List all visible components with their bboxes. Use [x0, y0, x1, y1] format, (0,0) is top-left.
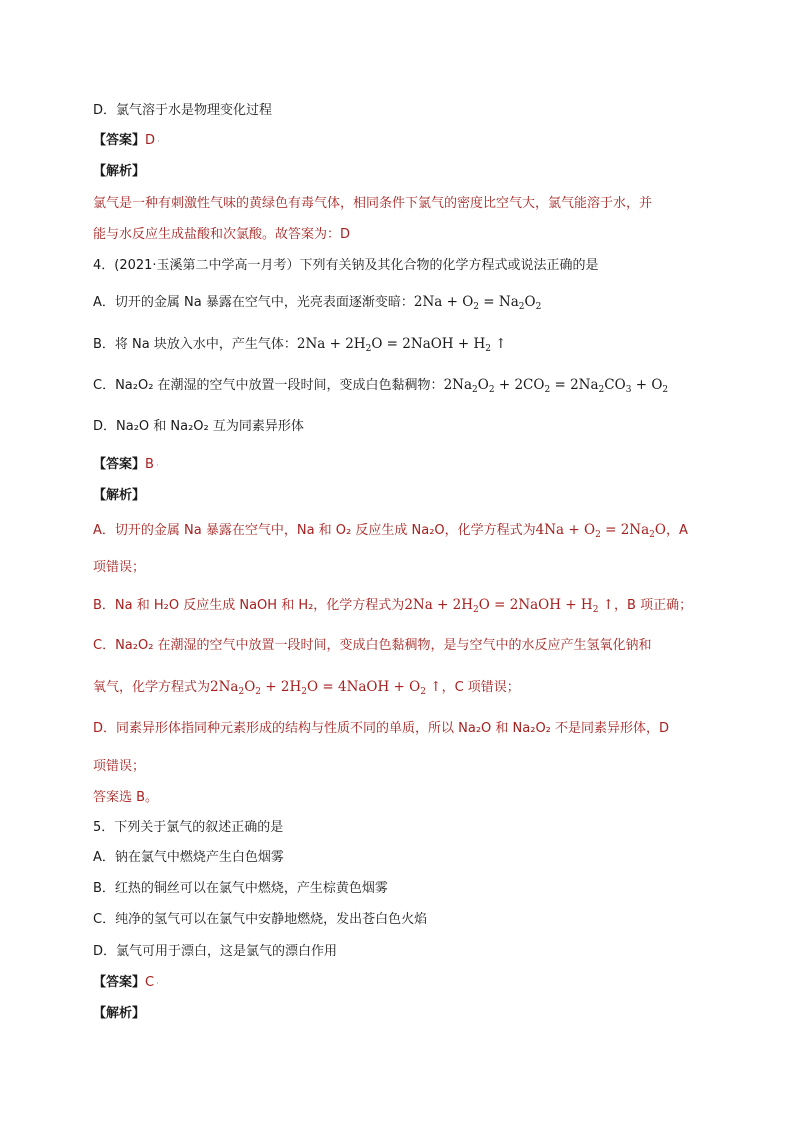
answer-value: C: [145, 975, 155, 990]
q4-option-d: D．Na₂O 和 Na₂O₂ 互为同素异形体: [93, 419, 304, 434]
explanation-tail: ，B 项正确；: [614, 598, 693, 613]
equation: $2Na + 2H_2O$ = 2NaOH + $H_2$ ↑: [296, 336, 507, 354]
q4-explanation-d-line-1: D．同素异形体指同种元素形成的结构与性质不同的单质，所以 Na₂O 和 Na₂O₂ 不是同素异形体，D: [93, 721, 670, 736]
explanation-text: B．Na 和 H₂O 反应生成 NaOH 和 H₂，化学方程式为: [93, 598, 405, 613]
q4-explanation-b: [93, 595, 692, 616]
q4-analysis-label: 【解析】: [93, 488, 146, 503]
q4-explanation-d-line-2: 项错误；: [93, 759, 146, 774]
q4-option-c: [93, 375, 668, 396]
q3-answer: 【答案】D ·: [93, 133, 160, 148]
equation: $4Na + O_2 = 2Na_2O$: [535, 522, 666, 540]
q5-option-d: D．氯气可用于漂白，这是氯气的漂白作用: [93, 944, 338, 959]
equation: $2Na + O_2 = Na_2O_2$: [413, 294, 542, 312]
answer-value: D: [145, 133, 156, 148]
q4-explanation-c-line-1: C．Na₂O₂ 在潮湿的空气中放置一段时间，变成白色黏稠物，是与空气中的水反应产生氢氧化钠和: [93, 638, 652, 653]
q4-option-b-text: B．将 Na 块放入水中，产生气体：: [93, 337, 297, 352]
q4-conclusion: 答案选 B。: [93, 790, 159, 805]
answer-label: 【答案】: [93, 133, 146, 148]
q5-analysis-label: 【解析】: [93, 1006, 146, 1021]
equation: $2Na_2O_2 + 2CO_2 = 2Na_2CO_3 + O_2$: [443, 377, 669, 395]
q5-option-b: B．红热的铜丝可以在氯气中燃烧，产生棕黄色烟雾: [93, 881, 388, 896]
equation: $2Na_2O_2 + 2H_2O$ = 4NaOH + $O_2$ ↑: [210, 679, 442, 697]
equation: $2Na + 2H_2O$ = 2NaOH + $H_2$ ↑: [404, 597, 615, 615]
q3-analysis-line-2: 能与水反应生成盐酸和次氯酸。故答案为：D: [93, 227, 351, 242]
q4-explanation-a: [93, 520, 688, 541]
q4-option-a-text: A．切开的金属 Na 暴露在空气中，光亮表面逐渐变暗：: [93, 295, 414, 310]
q4-stem: 4．(2021·玉溪第二中学高一月考）下列有关钠及其化合物的化学方程式或说法正确的是: [93, 258, 599, 273]
q4-explanation-c-line-2: [93, 677, 520, 698]
q3-analysis-line-1: 氯气是一种有刺激性气味的黄绿色有毒气体，相同条件下氯气的密度比空气大，氯气能溶于水，并: [93, 196, 653, 211]
explanation-tail: ，C 项错误；: [441, 680, 520, 695]
q5-stem: 5．下列关于氯气的叙述正确的是: [93, 820, 284, 835]
q3-option-d: D．氯气溶于水是物理变化过程: [93, 103, 273, 118]
q5-answer: 【答案】C ·: [93, 975, 159, 990]
q3-analysis-label: 【解析】: [93, 164, 146, 179]
q4-explanation-a-line-2: 项错误；: [93, 560, 146, 575]
q4-answer: 【答案】B ·: [93, 457, 159, 472]
answer-label: 【答案】: [93, 457, 146, 472]
explanation-tail: ，A: [665, 523, 688, 538]
answer-label: 【答案】: [93, 975, 146, 990]
explanation-text: A．切开的金属 Na 暴露在空气中，Na 和 O₂ 反应生成 Na₂O，化学方程式为: [93, 523, 536, 538]
q4-option-b: [93, 334, 507, 355]
q4-option-a: [93, 292, 541, 313]
q5-option-c: C．纯净的氢气可以在氯气中安静地燃烧，发出苍白色火焰: [93, 912, 428, 927]
q5-option-a: A．钠在氯气中燃烧产生白色烟雾: [93, 850, 284, 865]
answer-value: B: [145, 457, 154, 472]
explanation-text: 氧气，化学方程式为: [93, 680, 211, 695]
q4-option-c-text: C．Na₂O₂ 在潮湿的空气中放置一段时间，变成白色黏稠物：: [93, 378, 444, 393]
